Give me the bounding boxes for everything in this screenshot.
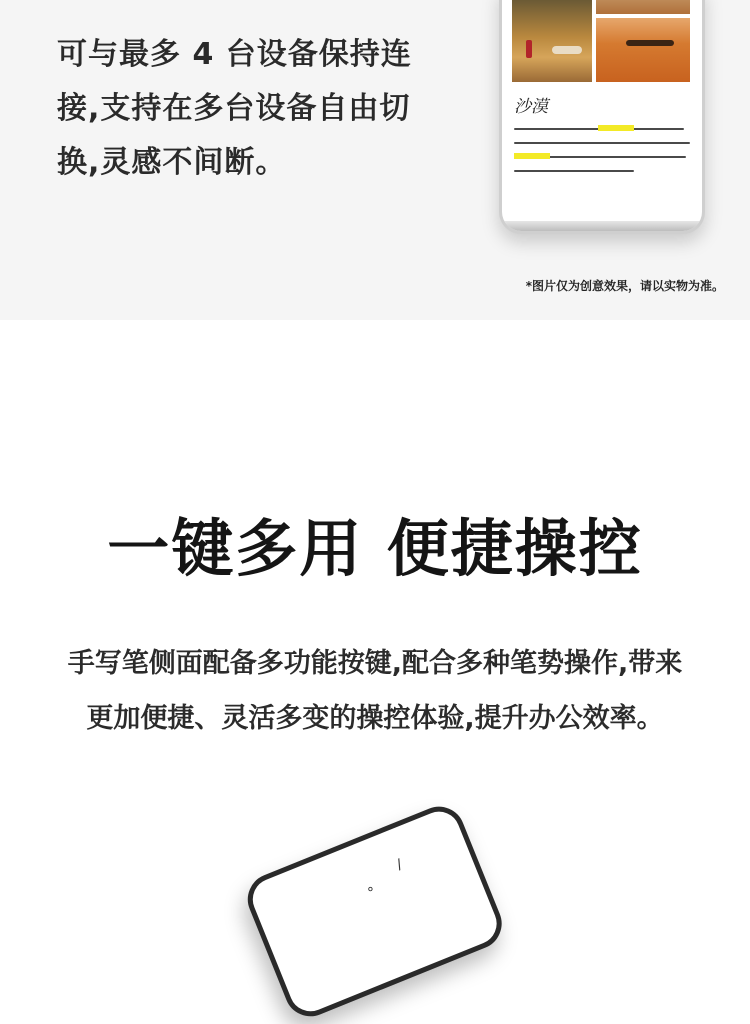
desert-photo-small: [596, 0, 690, 14]
highlight-mark: [598, 125, 634, 131]
safari-photo: [512, 0, 592, 82]
pen-stroke-icon: ∕: [394, 856, 405, 874]
multi-device-description: 可与最多 4 台设备保持连接,支持在多台设备自由切换,灵感不间断。: [57, 37, 412, 180]
section-body-text: 手写笔侧面配备多功能按键,配合多种笔势操作,带来更加便捷、灵活多变的操控体验,提升办公效率。: [67, 648, 683, 734]
handwriting-line: [514, 170, 634, 172]
tablet-illustration-bottom: [240, 799, 509, 1024]
camel-caravan-photo: [596, 18, 690, 82]
animal-herd: [552, 46, 582, 54]
handwriting-line: [514, 142, 690, 144]
highlight-mark: [514, 153, 550, 159]
top-section: [0, 0, 750, 320]
tablet-illustration: [499, 0, 705, 234]
handwritten-note-title: 沙漠: [514, 97, 548, 117]
caravan-silhouette: [626, 40, 674, 46]
node-icon: ∘: [363, 880, 378, 899]
person-figure: [526, 40, 532, 58]
tablet-bezel: [502, 221, 702, 231]
section-headline: 一键多用 便捷操控: [107, 512, 643, 585]
image-disclaimer: *图片仅为创意效果，请以实物为准。: [525, 279, 724, 293]
